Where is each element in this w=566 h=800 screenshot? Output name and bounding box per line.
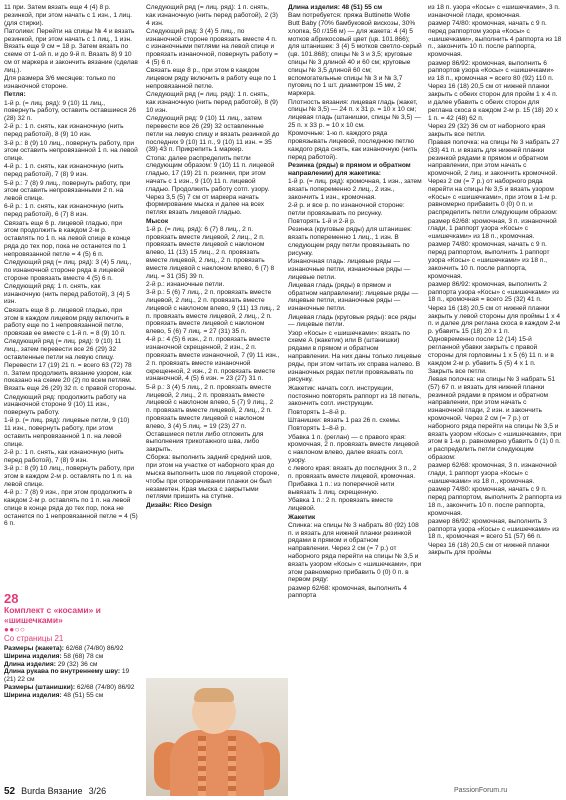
paragraph: Патолики: Перейти на спицы № 4 и вязать резинкой, при этом начать с 1 лиц., 1 изн. Вязать еще 9 см = 18 р. Затем вязать по схеме от 1-ой п. и до 9-й п. Вязать 8) 9 10 см от маркера и закончить вязание (сделав лиц.).: [4, 27, 138, 74]
paragraph: 2-й р. и все р. по изнаночной стороне: петли провязывать по рисунку.: [288, 201, 405, 217]
pattern-info-panel: [4, 592, 138, 778]
paragraph: Резинка (круговые ряды) для штанишек: вязать попеременно 1 лиц., 1 изн. В следующем ряду петли провязывать по рисунку.: [288, 226, 412, 257]
page-number: 52: [4, 786, 16, 797]
paragraph: Через 29 (32) 36 см от наборного края закрыть все петли.: [428, 122, 546, 138]
magazine-name: Burda Вязание: [21, 786, 83, 796]
paragraph: размер 74/80: кромочная, начать с 9 п. перед раппортом узора «Косы» с «шишечками», выполнить 4 раппорта из 18 п., закончить 10 п. после раппорта, кромочная.: [428, 20, 562, 59]
paragraph: Петля:: [4, 91, 26, 99]
paragraph: Дизайн: Rico Design: [146, 501, 212, 509]
paragraph: Следующий ряд: 3 (4) 5 лиц., по изнаночной стороне провязать вместе 4 п. с изнаночными петлями на левой спице и провязать изнаночной, повернуть работу = 4 (5) 6 п.: [146, 27, 278, 67]
paragraph: Повторять 1-й и 2-й р.: [288, 218, 356, 226]
paragraph: размер 62/68: кромочная, 3 п. изнаночной глади, 1 раппорт узора «Косы» с «шишечками» из 18 п., кромочная.: [428, 217, 557, 241]
spec-item: [4, 668, 138, 684]
paragraph: Штанишки: вязать 1 раз 26 п. схемы.: [288, 416, 401, 424]
paragraph: 2-й р.: изнаночные петли.: [146, 280, 225, 288]
spec-item: [4, 692, 138, 700]
paragraph: 5-й р.: 7 (8) 9 лиц., повернуть работу, при этом оставить непровязанными 2 п. на левой спице.: [4, 179, 131, 203]
paragraph: 3-й р.: 8 (9) 10 лиц., повернуть работу, при этом оставить непровязанной 1 п. на левой спице.: [4, 139, 138, 163]
spec-value: 62/68 (74/80) 86/92: [65, 645, 124, 652]
spec-label: Длина изделия:: [4, 660, 58, 668]
paragraph: из 18 п. узора «Косы» с «шишечками», 3 п. изнаночной глади, кромочная.: [428, 4, 560, 19]
paragraph: Связать еще 6 р. лицевой гладью, при этом продолжить в каждом 2-м р. оставлять по 1 п. на левой спице в конце ряда до тех пор, пока не останется по 1 непровязанной петле = 4 (5) 6 п.: [4, 219, 131, 258]
spec-value: 58 (68) 78 см: [63, 652, 104, 660]
paragraph: Вам потребуется: пряжа Buttinette Wolle Butt Baby (70% бамбуковой вискозы, 30% хлопка, 50 г/156 м) — для жакета: 4 (4) 5 мотков абрикосовый цвет (цв. 101.866); для штанишек: 3 (4) 5 мотков светло-серый (цв. 101.868); спицы № 3 и 3,5; круговые спицы № 3 длиной 40 и 60 см; круговые спицы № 3,5 длиной 60 см; вспомогательные спицы № 3 и № 3,7 пуговиц по 1 шт. диаметром 15 мм, 2 маркера.: [288, 12, 422, 98]
paragraph: Стопа: далее распределить петли следующим образом: 9 (10) 11 п. лицевой гладью, 17 (19) 21 п. резинки, при этом начать с 1 изн., 9 (10) 11 п. лицевой гладью. Продолжить работу сотп. узору. Через 3,5 (5) 7 см от маркера начать формирование мыска и далее на всех петлях вязать лицевой гладью.: [146, 154, 275, 217]
paragraph: Резинка (ряды) в прямом и обратном направлении) для жакетика:: [288, 161, 411, 177]
paragraph: Следующий ряд: продолжить работу на изнаночной стороне 9 (10) 11 изн., повернуть работу.: [4, 393, 127, 417]
paragraph: Левая полочка: на спицы № 3 набрать 51 (57) 67 п. и вязать для нижней планки резинкой рядами в прямом и обратном направлении, при этом начать с изнаночной глади, 2 изн. и закончить кромочной. Через 2 см (= 7 р.) от наборного ряда перейти на спицы № 3,5 и вязать узором «Косы» с «шишечками», при этом в 1-м р. равномерно убавить 0 (1) 0 п. и распределить петли следующим образом:: [428, 375, 562, 461]
paragraph: Лицевая гладь (круговые ряды): все ряды — лицевые петли.: [288, 313, 416, 329]
paragraph: Связать еще 8 р. лицевой гладью, при этом в каждом лицевом ряду включить в работу еще по 1 непровязанной петле, провязав ее вместе с 1-й п. = 8 (9) 10 п.: [4, 306, 130, 338]
spec-label: Размеры (штанишки):: [4, 683, 77, 691]
paragraph: Изнаночная гладь: лицевые ряды — изнаночные петли, изнаночные ряды — лицевые петли.: [288, 258, 411, 281]
spec-item: [4, 661, 138, 669]
paragraph: Одновременно после 12 (14) 15-й регланной убавки закрыть с правой стороны для горловины 1 х 5 (6) 11 п. и в каждом 2-м р. убавить 5 (5) 4 х 1 п. Закрыть все петли.: [428, 336, 554, 375]
pattern-number: 28: [4, 592, 19, 606]
spec-label: Ширина изделия:: [4, 691, 64, 699]
text-column-4: [428, 4, 562, 780]
paragraph: Следующий ряд: 9 (10) 11 лиц., затем перевести все 26 (29) 32 оставленные петли на левую спицу и вязать резинкой до последних 9 (10) 11 п., 9 (10) 11 изн. = 35 (39) 43 п. Прикрепить 1 маркер.: [146, 115, 280, 154]
paragraph: размер 74/80: кромочная, начать с 9 п. перед раппортом, выполнить 1 раппорт узора «Косы» с «шишечками» из 18 п., закончить 10 п. после раппорта, кромочная.: [428, 241, 550, 280]
paragraph: 11 при. Затем вязать еще 4 (4) 8 р. резинкой, при этом начать с 1 изн., 1 лиц. (для стирки).: [4, 4, 132, 27]
paragraph: 1-й р. (= лиц. ряд): кромочная, 1 изн., затем вязать попеременно 2 лиц., 2 изн., закончить 1 изн., кромочная.: [288, 178, 422, 201]
paragraph: размер 86/92: кромочная, выполнить 2 раппорта узора «Косы» с «шишечками» из 18 п., кромочная = всего 25 (32) 41 п.: [428, 280, 559, 304]
paragraph: Спинка: на спицы № 3 набрать 80 (92) 108 п. и вязать для нижней планки резинкой рядами в прямом и обратном направлении. Через 2 см (= 7 р.) от наборного ряда перейти на спицы № 3,5 и вязать узором «Косы» с «шишечками», при этом равномерно прибавить 0 (0) 0 п. в первом ряду:: [288, 521, 422, 584]
paragraph: Жакетик: [288, 513, 316, 521]
paragraph: 1-й р. (= лиц. ряд): 6 (7) 8 лиц., 2 п. провязать вместе лицевой, 2 лиц., 2 п. провязать вместе лицевой с наклоном влево, 11 (13) 15 лиц., 2 п. провязать вместе лицевой, 2 лиц., 2 п. провязать вместе лицевой с наклоном влево, 6 (7) 8 лиц. = 31 (35) 39 п.: [146, 225, 275, 280]
paragraph: 1-й р. (= лиц. ряд): лицевые петли, 9 (10) 11 изн., повернуть работу, при этом оставить непровязанной 1 п. на левой спице.: [4, 417, 130, 448]
paragraph: 5-й р.: 3 (4) 5 лиц., 2 п. провязать вместе лицевой, 2 лиц., 2 п. провязать вместе лицевой с наклоном влево, 5 (7) 9 лиц., 2 п. провязать вместе лицевой, 2 лиц., 2 п. провязать вместе лицевой с наклоном влево, 3 (4) 5 лиц. = 19 (23) 27 п. Оставшиеся петли либо отложить для выполнения трикотажного шва, либо закрыть.: [146, 383, 274, 454]
paragraph: Через 16 (18) 20,5 см от нижней планки закрыть для проймы: [428, 541, 550, 557]
paragraph: с левого края: вязать до последних 3 п., 2 п. провязать вместе лицевой, кромочная.: [288, 465, 417, 481]
paragraph: Кромочные: 1-ю п. каждого ряда провязывать лицевой, последнюю петлю каждого ряда снять, как изнаночную (нить перед работой).: [288, 130, 418, 161]
paragraph: Лицевая гладь (ряды) в прямом и обратном направлении): лицевые ряды — лицевые петли, изнаночные ряды — изнаночные петли.: [288, 281, 419, 313]
paragraph: Узор «Косы» с «шишечками»: вязать по схеме А (жакетик) или В (штанишки) рядами в прямом и обратном направлении. На них даны только лицевые ряды, при этом читать их справа налево. В изнаночных рядах петли провязывать по рисунку.: [288, 329, 422, 384]
paragraph: Сборка: выполнить задний средний шов, при этом на участке от наборного края до мыска выполнить шов по лицевой стороне, чтобы при отворачивании планки он был незаметен. Края мыска с закрытыми петлями пришить на ступне.: [146, 454, 280, 501]
paragraph: 4-й р.: 1 п. снять, как изнаночную (нить перед работой), 7 (8) 9 изн.: [4, 163, 124, 179]
spec-value: 19 (21) 22 см: [4, 668, 130, 684]
paragraph: Убавка 1 п. (реглан) — с правого края: кромочная, 2 п. провязать вместе лицевой с наклоном влево, далее вязать согл. узору.: [288, 433, 419, 464]
paragraph: Мысок: [146, 217, 169, 225]
paragraph: 2-й р.: 1 п. снять, как изнаночную (нить перед работой), 8 (9) 10 изн.: [4, 123, 124, 139]
spec-list: [4, 645, 138, 700]
paragraph: 2-й р.: 1 п. снять, как изнаночную (нить перед работой), 7 (8) 9 изн.: [4, 449, 124, 464]
paragraph: размер 86/92: кромочная, выполнить 6 раппортов узора «Косы» с «шишечками» из 18 п., кромочная = всего 80 (92) 110 п.: [428, 59, 554, 83]
paragraph: размер 62/68: кромочная, выполнить 4 раппорта: [288, 584, 407, 600]
paragraph: Убавка 1 п.: 2 п. провязать вместе лицевой.: [288, 497, 393, 513]
page-footer: [4, 786, 508, 797]
paragraph: Связать еще 8 р., при этом в каждом лицевом ряду включить в работу еще по 1 непровязанной петле.: [146, 67, 277, 90]
spec-label: Размеры (жакета):: [4, 645, 66, 652]
paragraph: Следующий ряд (= лиц. ряд): 1 п. снять, как изнаночную (нить перед работой), 2 (3) 4 изн.: [146, 4, 279, 27]
paragraph: 3-й р.: 8 (9) 10 лиц., повернуть работу, при этом в каждом 2-м р. оставлять по 1 п. на левой спице.: [4, 465, 135, 488]
spec-label: Ширина изделия:: [4, 652, 64, 660]
paragraph: 6-й р.: 1 п. снять, как изнаночную (нить перед работой), 6 (7) 8 изн.: [4, 203, 124, 219]
continued-from: Со страницы 21: [4, 634, 64, 643]
paragraph: Следующий ряд (= лиц. ряд): 9 (10) 11 лиц., затем перевести все 26 (29) 32 оставленные петли на левую спицу. Перевести 17 (19) 21 п. = всего 63 (72) 78 п. Затем продолжить вязание узором, как показано на схеме 20 (2) по всем петлям. Вязать еще 26 (29) 32 п. с правой стороны.: [4, 338, 137, 393]
paragraph: размер 86/92: кромочная, выполнить 3 раппорта узора «Косы» с «шишечками» из 18 п., кромочная = всего 51 (57) 66 п.: [428, 517, 559, 541]
paragraph: Для размера 3/6 месяцев: только по изнаночной стороне.: [4, 75, 116, 90]
paragraph: Повторять 1–8-й р.: [288, 425, 347, 433]
text-column-1: [4, 4, 138, 588]
paragraph: Через 16 (18) 20,5 см от нижней планки закрыть у левой стороны для проймы 1 х 4 п. и далее для реглана скоса в каждом 2-м р. убавить 15 (18) 20 х 1 п.: [428, 304, 561, 336]
paragraph: 4-й р.: 4 (5) 6 изн., 2 п. провязать вместе изнаночной скрещенной, 2 изн., 2 п. провязать вместе изнаночной, 7 (9) 11 изн., 2 п. провязать вместе изнаночной скрещенной, 2 изн., 2 п. провязать вместе изнаночной, 4 (5) 6 изн. = 23 (27) 31 п.: [146, 336, 280, 383]
spec-label: Длина рукава по внутреннему шву:: [4, 668, 122, 676]
paragraph: Плотность вязания: лицевая гладь (жакет, спицы № 3,5) — 24 п. х 31 р. = 10 х 10 см; лицевая гладь (штанишки, спицы № 3,5) — 25 п. х 33 р. = 10 х 10 см.: [288, 98, 421, 129]
paragraph: 1-й р. (= лиц. ряд): 9 (10) 11 лиц., повернуть работу, оставить оставшиеся 26 (28) 32 п.: [4, 99, 137, 123]
paragraph: 3-й р.: 5 (6) 7 лиц., 2 п. провязать вместе лицевой, 2 лиц., 2 п. провязать вместе лицевой с наклоном влево, 9 (11) 13 лиц., 2 п. провязать вместе лицевой, 2 лиц., 2 п. провязать вместе лицевой с наклоном влево, 5 (6) 7 лиц. = 27 (31) 35 п.: [146, 289, 280, 336]
paragraph: Следующий ряд: 1 п. снять, как изнаночную (нить перед работой), 3 (4) 5 изн.: [4, 282, 131, 306]
paragraph: 4-й р.: 7 (8) 9 изн., при этом продолжить в каждом 2-м р. оставлять по 1 п. на левой спице в конце ряда до тех пор, пока не останется по 1 непровязанной петле = 4 (5) 6 п.: [4, 489, 138, 528]
pattern-title: Комплект с «косами» и «шишечками»: [4, 605, 101, 625]
spec-item: [4, 684, 138, 692]
paragraph: размер 62/68: кромочная, 3 п. изнаночной глади, 1 раппорт узора «Косы» с «шишечками» из 18 п., кромочная.: [428, 462, 557, 485]
spec-item: [4, 653, 138, 661]
issue-number: 3/26: [88, 786, 107, 796]
paragraph: Правая полочка: на спицы № 3 набрать 27 (33) 41 п. и вязать для нижней планки резинкой рядами в прямом и обратном направлении, при этом начать с кромочной, 2 лиц. и закончить кромочной. Через 2 см (= 7 р.) от наборного ряда перейти на спицы № 3,5 и вязать узором «Косы» с «шишечками», при этом в 1-м р. равномерно прибавить 0 (0) 0 п. и распределить петли следующим образом:: [428, 139, 560, 217]
paragraph: Следующий ряд (= лиц. ряд): 1 п. снять, как изнаночную (нить перед работой), 8 (9) 10 изн.: [146, 91, 279, 114]
paragraph: Через 16 (18) 20,5 см от нижней планки закрыть с обеих сторон для пройм 1 х 4 п. и далее убавить с обеих сторон для реглана скоса в каждом 2-м р. 15 (18) 20 х 1 п. = 42 (48) 62 п.: [428, 83, 559, 122]
spec-item: [4, 645, 138, 653]
spec-value: 62/68 (74/80) 86/92: [76, 683, 135, 691]
source-watermark: PassionForum.ru: [454, 787, 508, 794]
paragraph: Длина изделия: 48 (51) 55 см: [288, 4, 383, 11]
spec-value: 29 (32) 36 см: [57, 660, 98, 668]
spec-value: 48 (51) 55 см: [63, 691, 104, 699]
text-column-2: [146, 4, 280, 672]
paragraph: размер 74/80: кромочная, начать с 9 п. перед раппортом, выполнить 2 раппорта из 18 п., закончить 10 п. после раппорта, кромочная.: [428, 486, 562, 517]
baby-photo: [146, 678, 288, 796]
difficulty-dots: ●●○○: [4, 625, 26, 634]
paragraph: Следующий ряд (= лиц. ряд): 3 (4) 5 лиц., по изнаночной стороне ряда в лицевой стороне провязать вместе 4 (5) 6 п.: [4, 259, 132, 282]
paragraph: Жакетик: начать согл. инструкции, постоянно повторять раппорт из 18 петель, закончить согл. инструкции.: [288, 384, 421, 408]
paragraph: Повторять 1–8-й р.: [288, 408, 347, 416]
paragraph: Прибавка 1 п.: из поперечной нити вывязать 1 лиц. скрещенную.: [288, 481, 395, 497]
text-column-3: [288, 4, 422, 780]
